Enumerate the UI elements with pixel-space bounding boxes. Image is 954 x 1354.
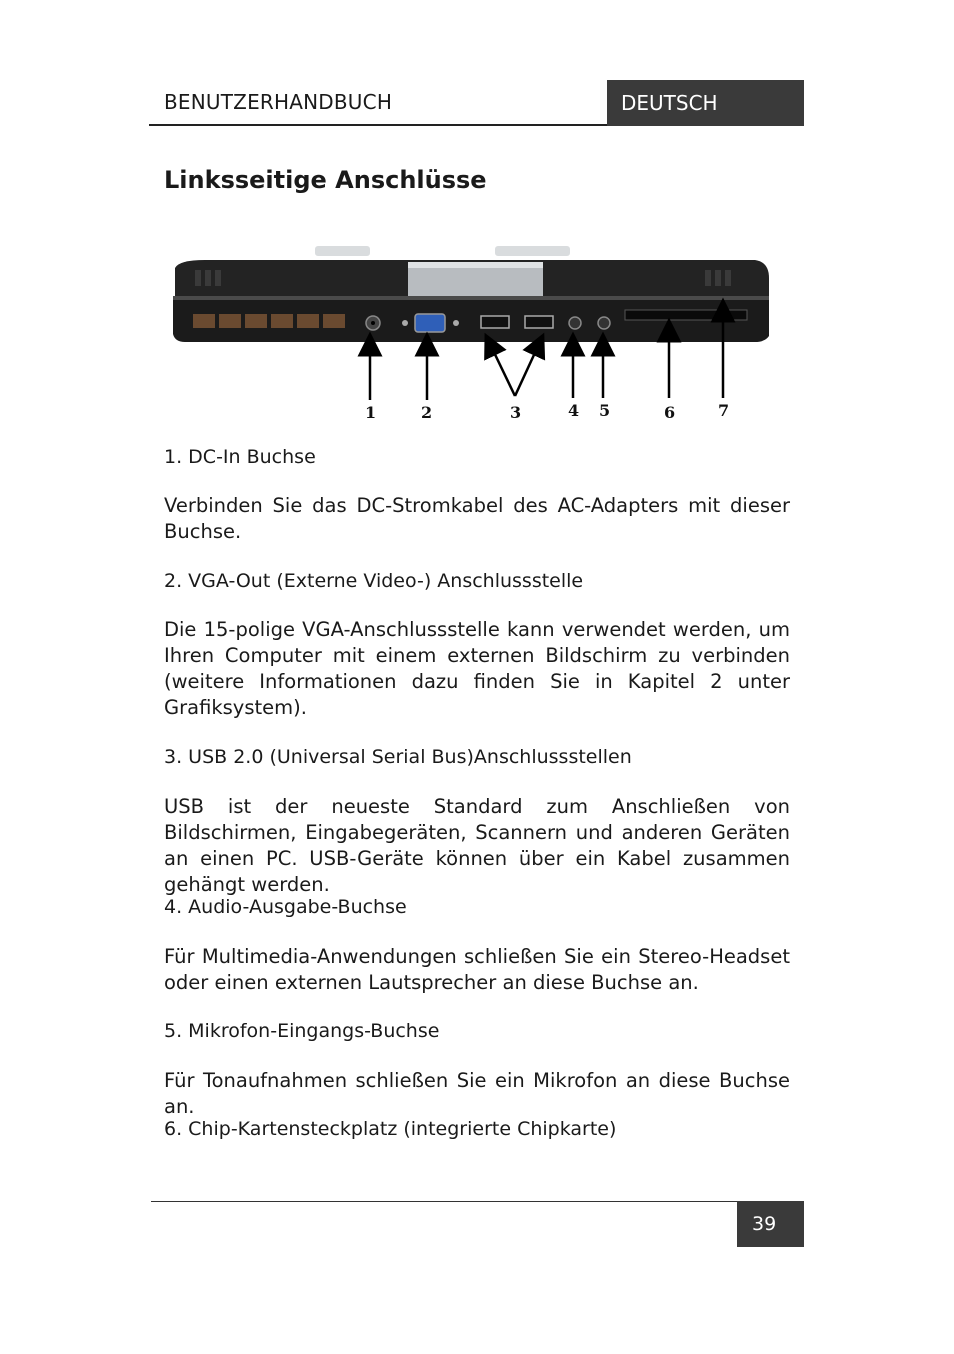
audio-out-jack [569, 317, 581, 329]
header-manual-label: BENUTZERHANDBUCH [164, 90, 393, 114]
section-body-vga: Die 15-polige VGA-Anschlussstelle kann verwendet werden, um Ihren Computer mit einem externen Bildschirm zu verbinden (weitere Informationen dazu finden Sie in Kapitel 2 unter Grafiksystem). [164, 618, 790, 719]
section-body-mic-in: Für Tonaufnahmen schließen Sie ein Mikrofon an diese Buchse an. [164, 1069, 790, 1118]
section-body-dc-in: Verbinden Sie das DC-Stromkabel des AC-Adapters mit dieser Buchse. [164, 494, 790, 543]
page-number: 39 [752, 1213, 777, 1235]
callout-6: 6 [664, 403, 676, 422]
callout-1: 1 [365, 403, 377, 422]
footer-page-box [737, 1201, 804, 1247]
callout-5: 5 [599, 401, 611, 420]
section-heading-mic-in: 5. Mikrofon-Eingangs-Buchse [164, 1020, 440, 1042]
section-body-audio-out: Für Multimedia-Anwendungen schließen Sie ein Stereo-Headset oder einen externen Lautsprecher an diese Buchse an. [164, 945, 790, 994]
section-heading-vga: 2. VGA-Out (Externe Video-) Anschlussstelle [164, 570, 584, 592]
callout-4: 4 [568, 401, 580, 420]
section-body-usb: USB ist der neueste Standard zum Anschließen von Bildschirmen, Eingabegeräten, Scannern und anderen Geräten an einen PC. USB-Geräte können über ein Kabel zusammen gehängt werden. [164, 795, 790, 896]
footer-divider [151, 1201, 737, 1202]
section-heading-usb: 3. USB 2.0 (Universal Serial Bus)Anschlussstellen [164, 746, 632, 768]
callout-2: 2 [421, 403, 433, 422]
laptop-ports-figure [165, 238, 795, 428]
usb-port-a [481, 316, 509, 328]
callout-3: 3 [510, 403, 522, 422]
section-heading-audio-out: 4. Audio-Ausgabe-Buchse [164, 896, 407, 918]
page-title: Linksseitige Anschlüsse [164, 166, 487, 194]
callout-7: 7 [718, 401, 730, 420]
vga-port [415, 314, 445, 332]
section-heading-chip-card: 6. Chip-Kartensteckplatz (integrierte Chipkarte) [164, 1118, 617, 1140]
usb-port-b [525, 316, 553, 328]
section-heading-dc-in: 1. DC-In Buchse [164, 446, 316, 468]
chip-card-slot [625, 310, 747, 320]
mic-in-jack [598, 317, 610, 329]
header-language-box [607, 80, 804, 126]
header-language-label: DEUTSCH [621, 91, 718, 115]
header-divider [149, 124, 607, 126]
